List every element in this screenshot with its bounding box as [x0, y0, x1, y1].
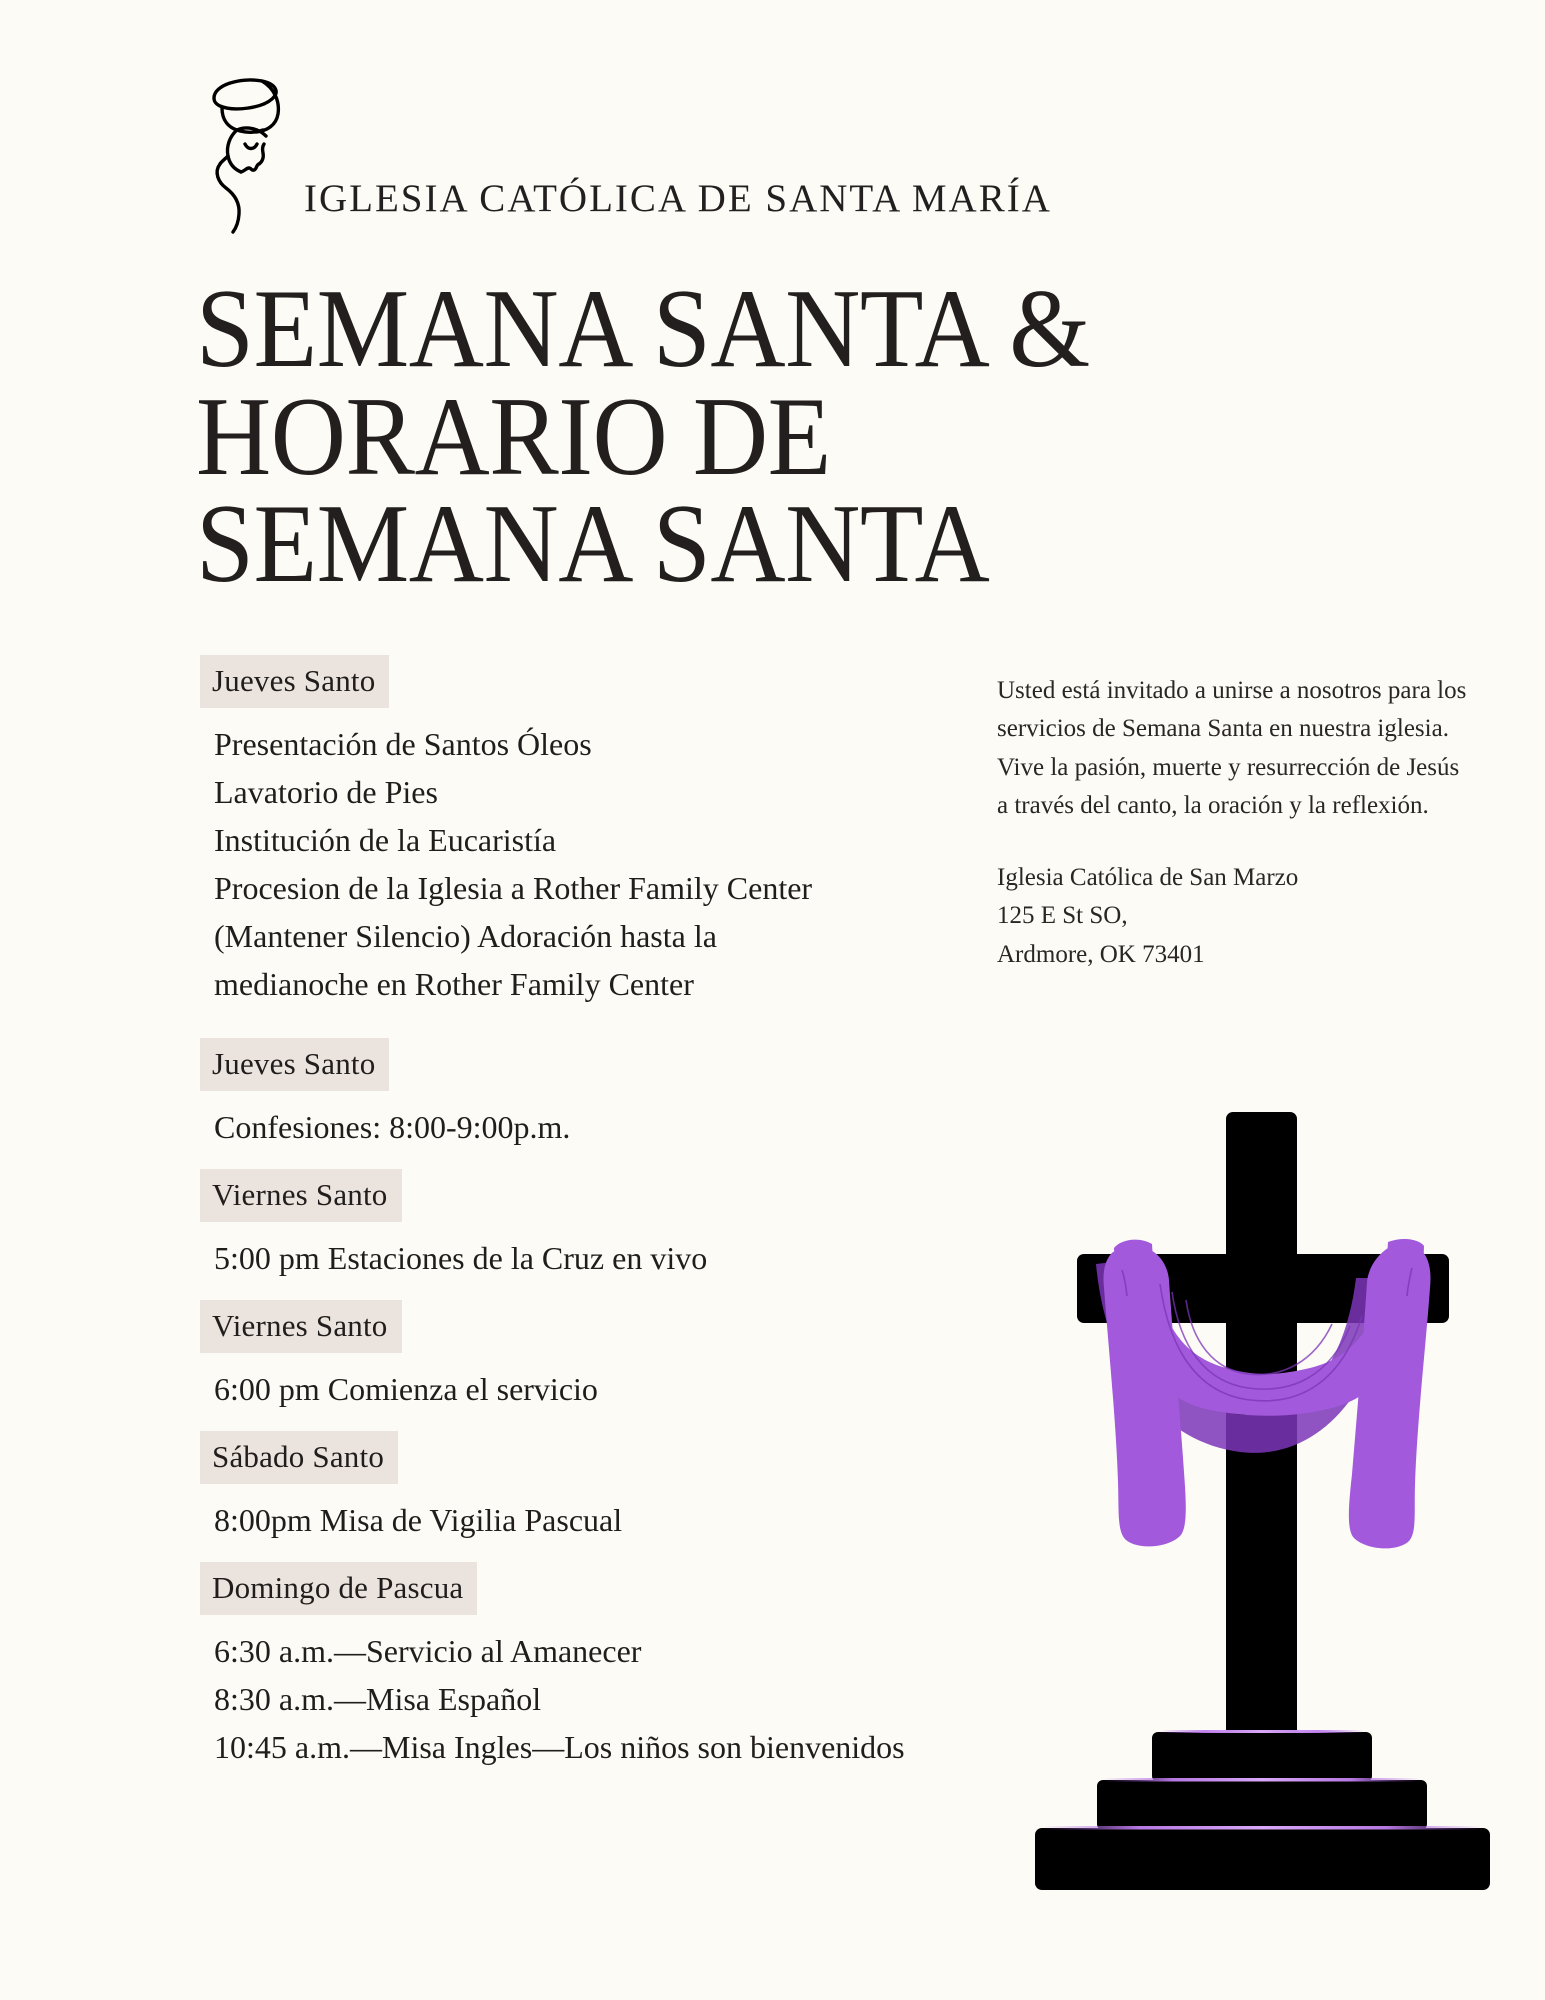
schedule-block — [200, 1169, 960, 1282]
address-line-3: Ardmore, OK 73401 — [997, 940, 1205, 968]
schedule-day-heading: Jueves Santo — [200, 655, 389, 708]
pedestal-glow-top — [1160, 1730, 1364, 1733]
schedule-entry-list — [200, 1103, 960, 1151]
virgin-mary-line-art-icon — [200, 68, 296, 236]
schedule-entry: Presentación de Santos Óleos — [214, 726, 592, 763]
schedule-entry: 10:45 a.m.—Misa Ingles—Los niños son bienvenidos — [214, 1729, 905, 1766]
pedestal-tier-middle — [1097, 1780, 1427, 1830]
page-title — [196, 267, 1238, 607]
schedule-block — [200, 655, 960, 1008]
schedule-entry: 8:00pm Misa de Vigilia Pascual — [214, 1502, 623, 1539]
invitation-paragraph: Usted está invitado a unirse a nosotros para los servicios de Semana Santa en nuestra iglesia. Vive la pasión, muerte y resurrección de Jesús a través del canto, la oración y la reflexión. — [997, 677, 1467, 819]
schedule-entry: medianoche en Rother Family Center — [214, 966, 694, 1003]
church-address — [997, 859, 1467, 974]
schedule-entry: (Mantener Silencio) Adoración hasta la — [214, 918, 717, 955]
schedule-entry: 6:30 a.m.—Servicio al Amanecer — [214, 1633, 642, 1670]
schedule-block — [200, 1038, 960, 1151]
schedule-block — [200, 1300, 960, 1413]
page-title-line-3: SEMANA SANTA — [196, 482, 990, 607]
schedule-entry-list — [200, 1627, 960, 1771]
schedule-entry-list — [200, 1234, 960, 1282]
schedule-entry: Procesion de la Iglesia a Rother Family Center — [214, 870, 813, 907]
schedule-entry: 6:00 pm Comienza el servicio — [214, 1371, 598, 1408]
schedule-block — [200, 1431, 960, 1544]
brand-name: IGLESIA CATÓLICA DE SANTA MARÍA — [304, 177, 1052, 220]
schedule-day-heading: Domingo de Pascua — [200, 1562, 477, 1615]
schedule-entry: Confesiones: 8:00-9:00p.m. — [214, 1109, 571, 1146]
schedule-day-heading: Viernes Santo — [200, 1300, 402, 1353]
page-title-line-2: HORARIO DE — [196, 374, 831, 499]
schedule-entry: Institución de la Eucaristía — [214, 822, 557, 859]
schedule-day-heading: Viernes Santo — [200, 1169, 402, 1222]
schedule-entry-list — [200, 1365, 960, 1413]
brand-header — [200, 68, 1052, 236]
pedestal-glow-middle — [1103, 1778, 1421, 1782]
page-title-line-1: SEMANA SANTA & — [196, 267, 1090, 391]
pedestal-tier-bottom — [1035, 1828, 1490, 1890]
pedestal-glow-bottom — [1042, 1826, 1483, 1830]
schedule-day-heading: Jueves Santo — [200, 1038, 389, 1091]
draped-cross-illustration — [1000, 1080, 1545, 1990]
schedule-entry-list — [200, 720, 960, 1008]
schedule-list — [200, 655, 960, 1789]
right-column — [997, 672, 1467, 974]
schedule-day-heading: Sábado Santo — [200, 1431, 398, 1484]
address-line-1: Iglesia Católica de San Marzo — [997, 864, 1299, 891]
address-line-2: 125 E St SO, — [997, 902, 1128, 930]
schedule-entry: 8:30 a.m.—Misa Español — [214, 1681, 542, 1718]
schedule-entry-list — [200, 1496, 960, 1544]
schedule-block — [200, 1562, 960, 1771]
pedestal-tier-top — [1152, 1732, 1372, 1782]
schedule-entry: Lavatorio de Pies — [214, 774, 438, 811]
schedule-entry: 5:00 pm Estaciones de la Cruz en vivo — [214, 1240, 708, 1277]
